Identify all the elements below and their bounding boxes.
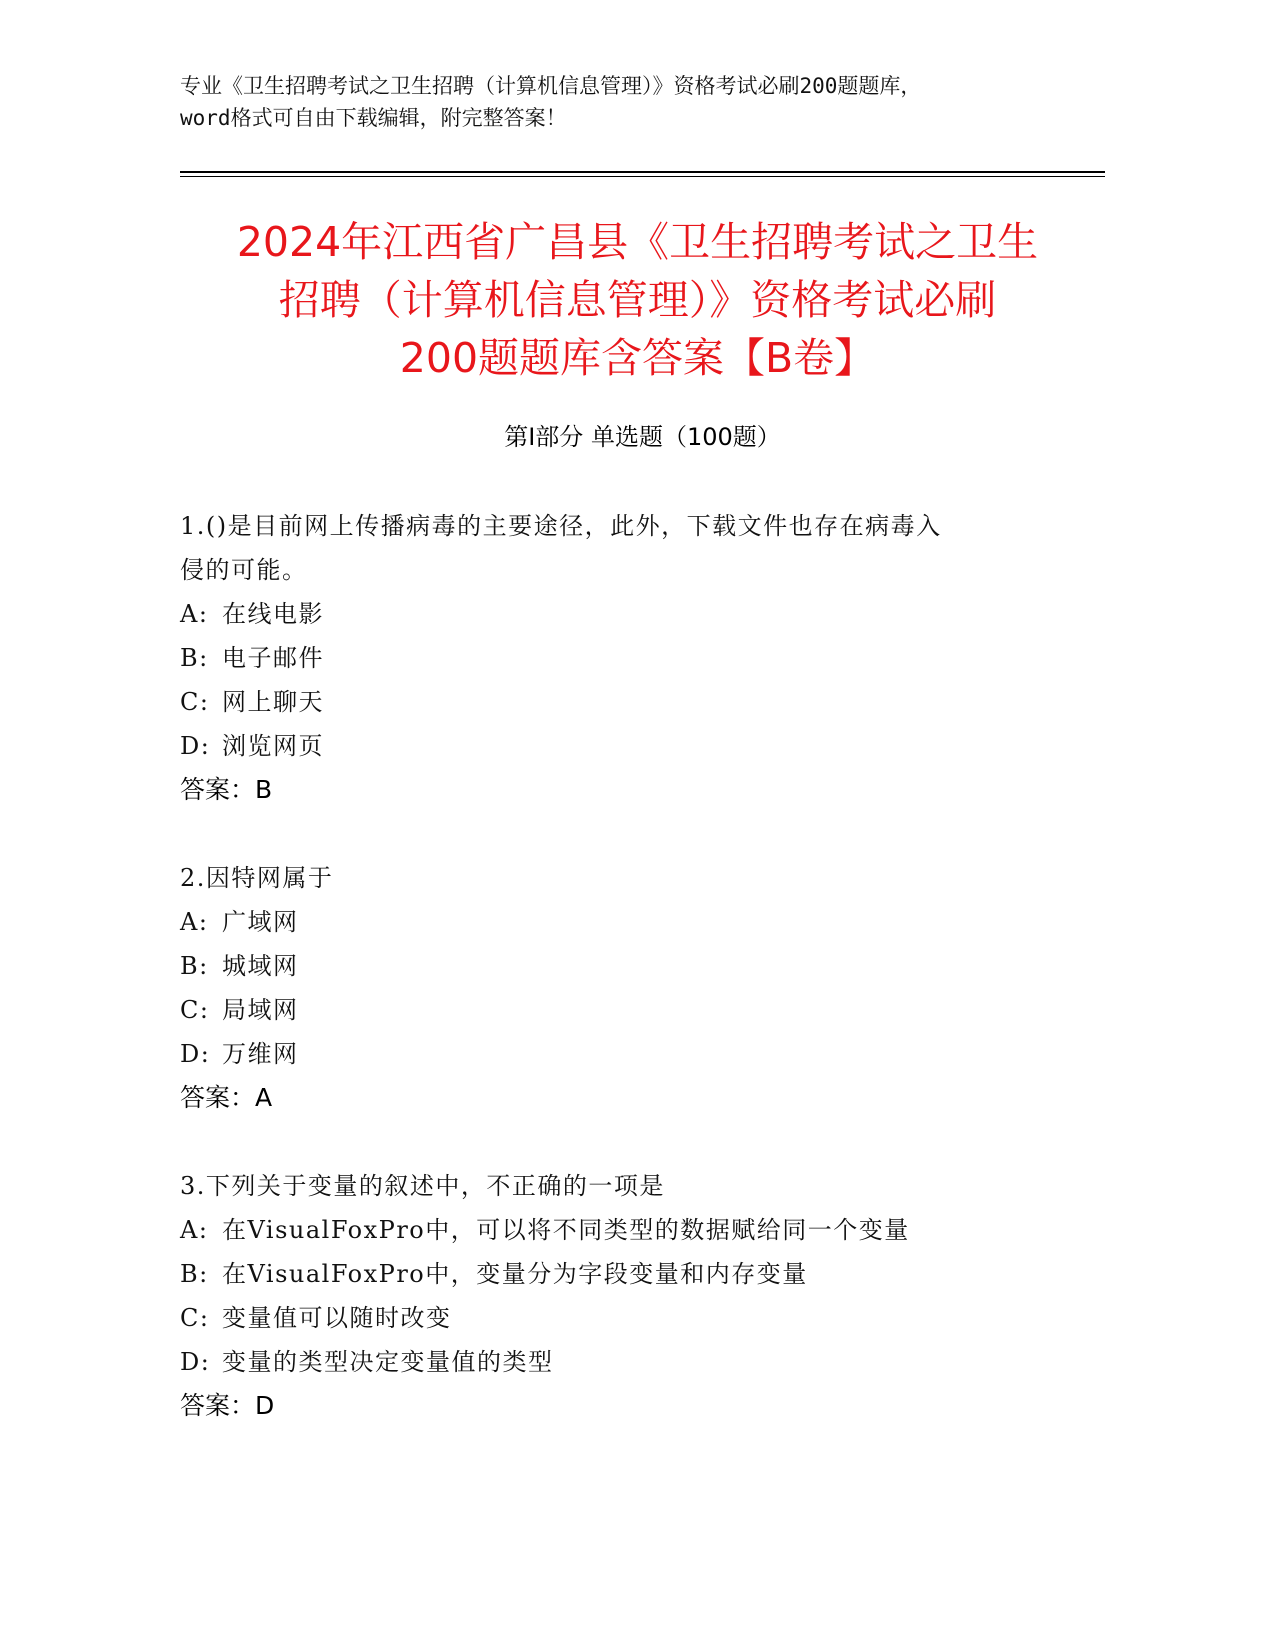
option-text: 局域网 [222, 996, 299, 1024]
document-title-line-3: 200题题库含答案【B卷】 [399, 334, 876, 382]
option-d [180, 1340, 1080, 1384]
option-text: 城域网 [222, 952, 299, 980]
option-letter: D: [180, 1040, 211, 1068]
question-stem: 1.()是目前网上传播病毒的主要途径，此外，下载文件也存在病毒入 [180, 512, 942, 540]
question-list [180, 504, 1080, 1472]
option-text: 电子邮件 [222, 644, 324, 672]
header-divider-thin [180, 176, 1105, 177]
option-letter: B: [180, 644, 209, 672]
option-d [180, 724, 1080, 768]
document-title-line-1: 2024年江西省广昌县《卫生招聘考试之卫生 [236, 218, 1039, 266]
option-text: 万维网 [222, 1040, 299, 1068]
option-b [180, 944, 1080, 988]
option-c [180, 1296, 1080, 1340]
answer-line: 答案：A [180, 1083, 273, 1112]
header-note [180, 70, 1080, 134]
header-divider-thick [180, 171, 1105, 173]
option-a [180, 592, 1080, 636]
option-letter: C: [180, 1304, 210, 1332]
option-b [180, 1252, 1080, 1296]
question-3 [180, 1164, 1080, 1428]
option-letter: A: [180, 600, 209, 628]
option-text: 在线电影 [222, 600, 324, 628]
option-c [180, 680, 1080, 724]
answer-line: 答案：B [180, 775, 273, 804]
option-letter: D: [180, 1348, 211, 1376]
option-b [180, 636, 1080, 680]
option-d [180, 1032, 1080, 1076]
option-text: 浏览网页 [222, 732, 324, 760]
document-title [150, 213, 1125, 387]
option-letter: C: [180, 688, 210, 716]
option-letter: B: [180, 1260, 209, 1288]
question-stem-continued: 侵的可能。 [180, 556, 308, 584]
option-text: 广域网 [222, 908, 299, 936]
question-stem: 3.下列关于变量的叙述中，不正确的一项是 [180, 1172, 665, 1200]
option-text: 网上聊天 [222, 688, 324, 716]
option-letter: B: [180, 952, 209, 980]
option-letter: C: [180, 996, 210, 1024]
option-letter: A: [180, 908, 209, 936]
section-heading: 第Ⅰ部分 单选题（100题） [504, 423, 781, 451]
option-a [180, 900, 1080, 944]
option-c [180, 988, 1080, 1032]
option-text: 在VisualFoxPro中，可以将不同类型的数据赋给同一个变量 [222, 1216, 910, 1244]
document-title-line-2: 招聘（计算机信息管理）》资格考试必刷 [278, 276, 997, 324]
header-note-line-2: word格式可自由下载编辑，附完整答案！ [180, 106, 567, 130]
question-1 [180, 504, 1080, 812]
question-2 [180, 856, 1080, 1120]
option-letter: A: [180, 1216, 209, 1244]
option-text: 在VisualFoxPro中，变量分为字段变量和内存变量 [222, 1260, 808, 1288]
answer-line: 答案：D [180, 1391, 275, 1420]
question-stem: 2.因特网属于 [180, 864, 334, 892]
option-a [180, 1208, 1080, 1252]
option-letter: D: [180, 732, 211, 760]
option-text: 变量值可以随时改变 [222, 1304, 452, 1332]
option-text: 变量的类型决定变量值的类型 [222, 1348, 554, 1376]
header-note-line-1: 专业《卫生招聘考试之卫生招聘（计算机信息管理）》资格考试必刷200题题库， [180, 74, 922, 98]
